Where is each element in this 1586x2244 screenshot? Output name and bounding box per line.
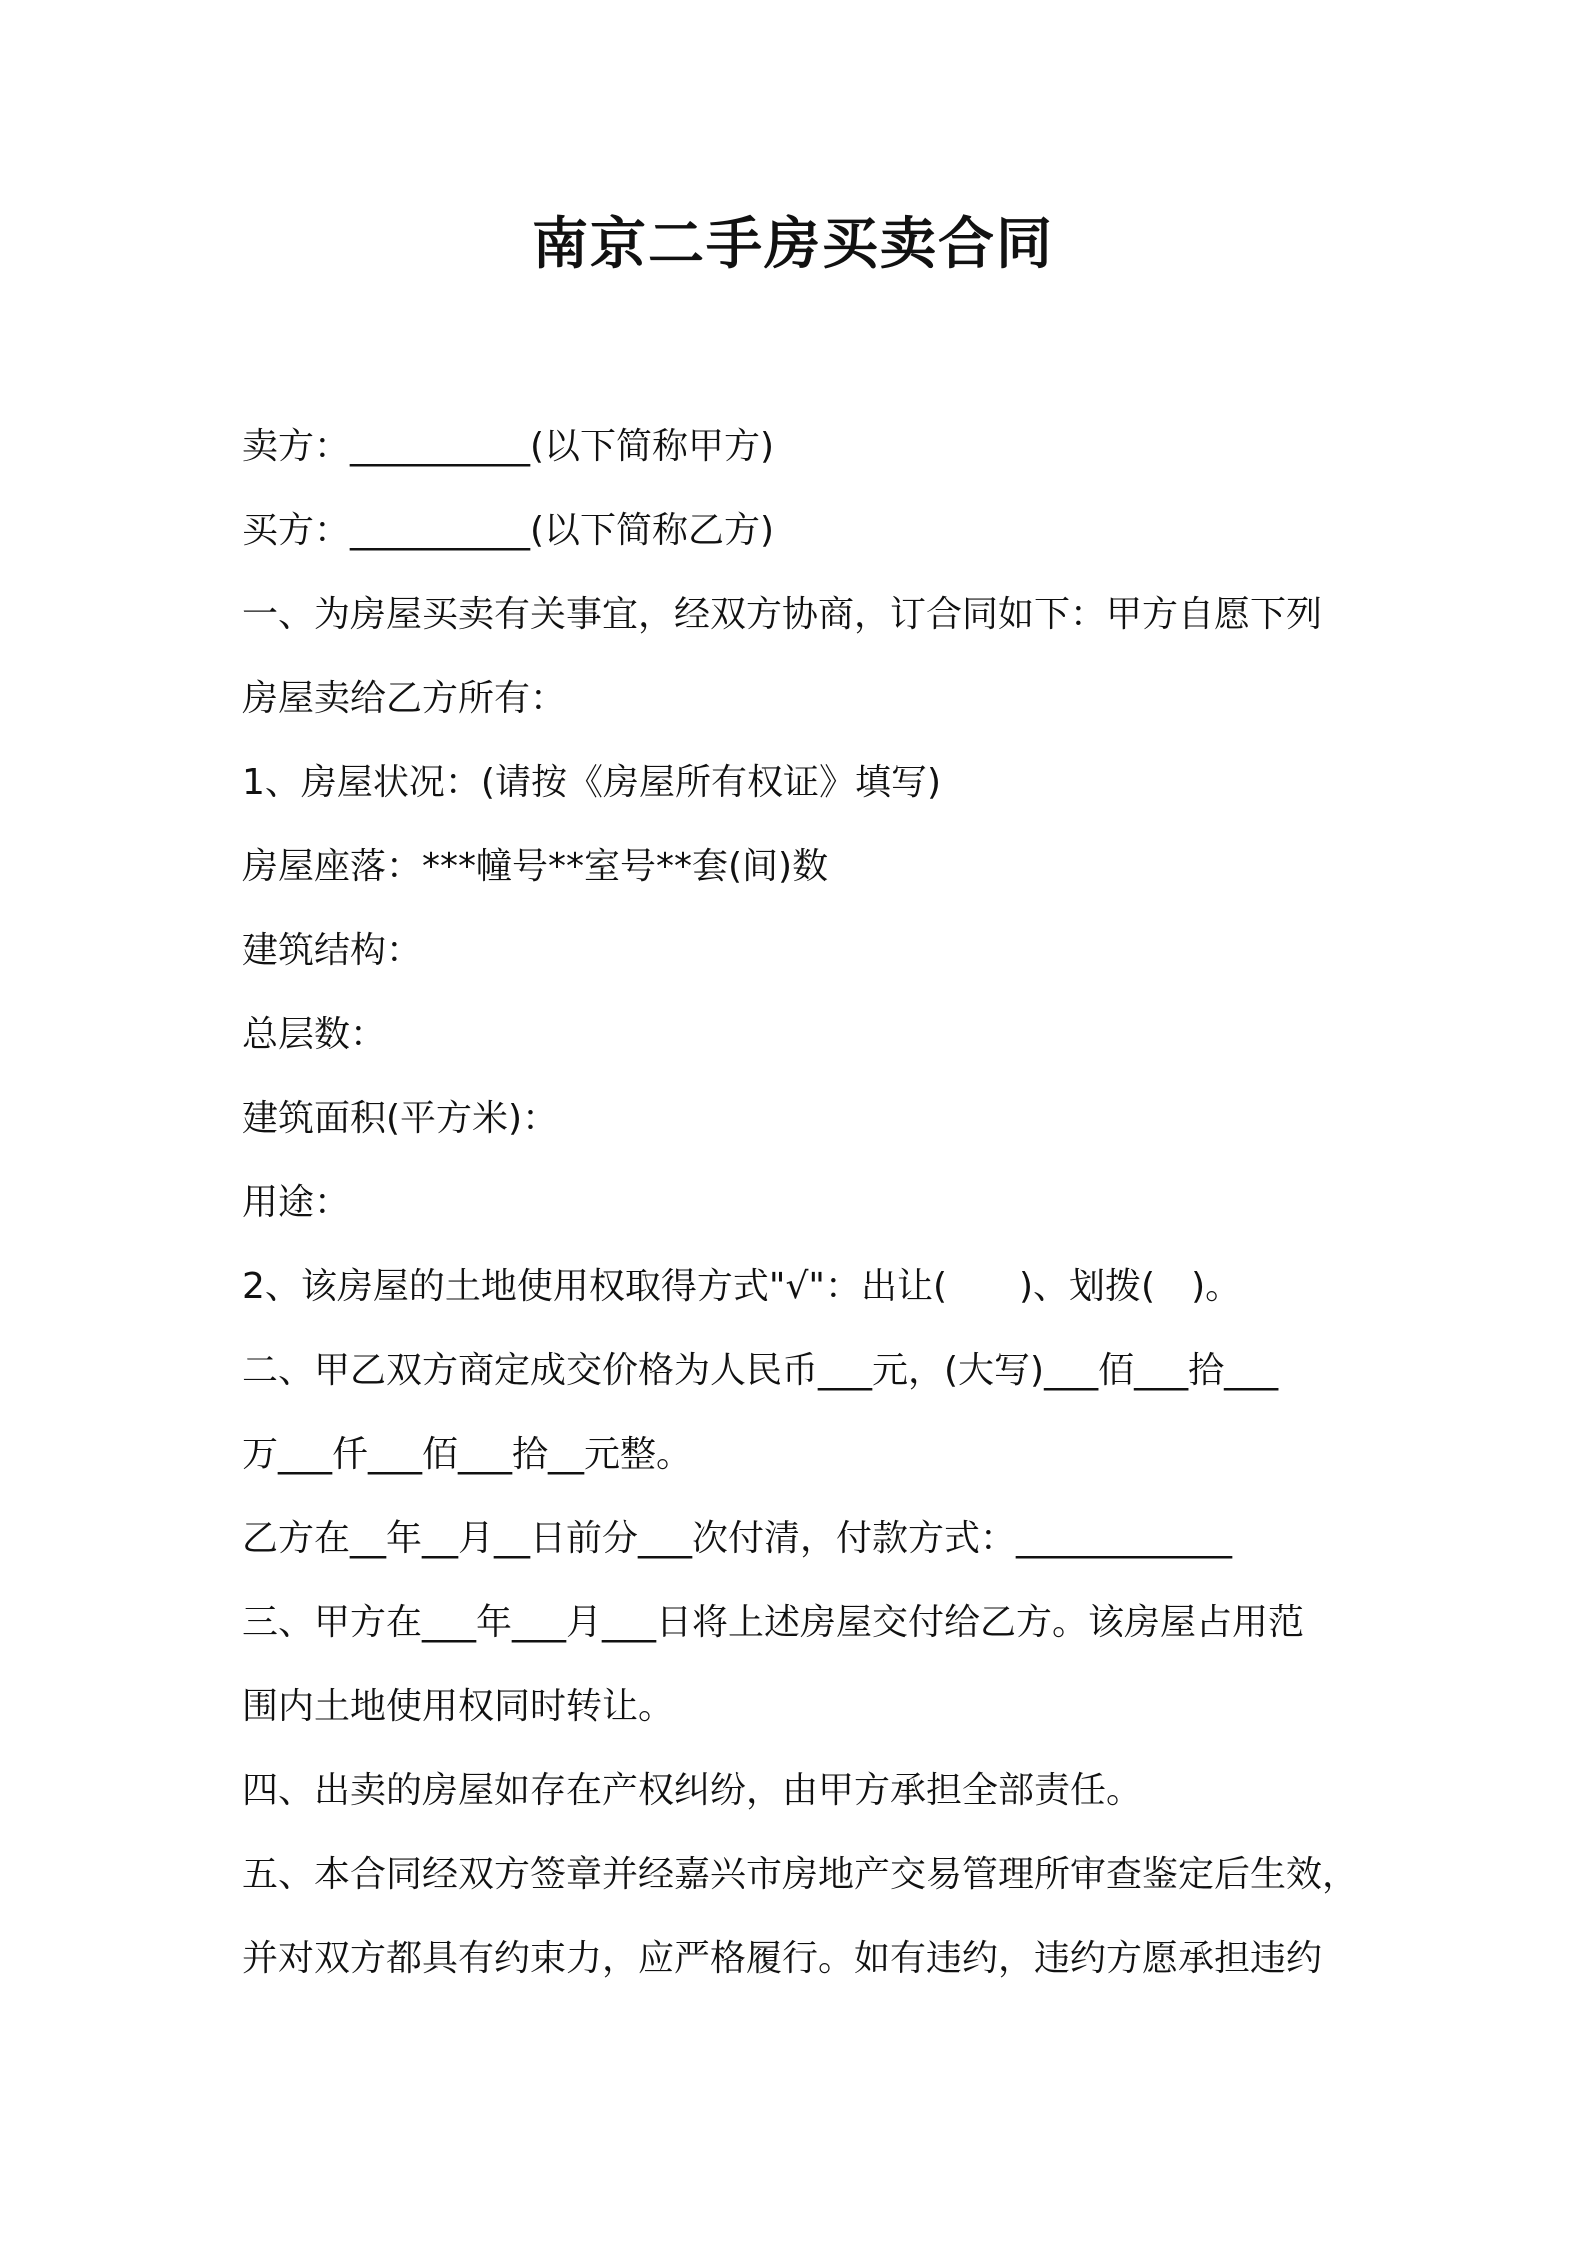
- clause-1-intro: 一、为房屋买卖有关事宜，经双方协商，订合同如下：甲方自愿下列: [242, 594, 1323, 635]
- document-title: 南京二手房买卖合同: [532, 212, 1054, 277]
- clause-2-price: 二、甲乙双方商定成交价格为人民币___元，(大写)___佰___拾___: [242, 1350, 1279, 1391]
- house-location-line: 房屋座落：***幢号**室号**套(间)数: [242, 846, 829, 887]
- total-floors-line: 总层数：: [242, 1014, 387, 1055]
- clause-3-delivery: 三、甲方在___年___月___日将上述房屋交付给乙方。该房屋占用范: [242, 1602, 1305, 1643]
- clause-1-intro-cont: 房屋卖给乙方所有：: [242, 678, 567, 719]
- clause-2-price-cont: 万___仟___佰___拾__元整。: [242, 1434, 693, 1475]
- clause-5-effect: 五、本合同经双方签章并经嘉兴市房地产交易管理所审查鉴定后生效，: [242, 1854, 1359, 1895]
- building-structure-line: 建筑结构：: [242, 930, 423, 971]
- usage-line: 用途：: [242, 1182, 351, 1223]
- payment-line: 乙方在__年__月__日前分___次付清，付款方式：____________: [242, 1518, 1233, 1559]
- contract-body: [242, 405, 1362, 2001]
- clause-4-dispute: 四、出卖的房屋如存在产权纠纷，由甲方承担全部责任。: [242, 1770, 1143, 1811]
- land-use-right-line: 2、该房屋的土地使用权取得方式"√"：出让( )、划拨( )。: [242, 1266, 1242, 1307]
- clause-5-effect-cont: 并对双方都具有约束力，应严格履行。如有违约，违约方愿承担违约: [242, 1938, 1323, 1979]
- clause-3-delivery-cont: 围内土地使用权同时转让。: [242, 1686, 675, 1727]
- seller-line: 卖方：__________(以下简称甲方): [242, 426, 775, 467]
- building-area-line: 建筑面积(平方米)：: [242, 1098, 559, 1139]
- house-status-line: 1、房屋状况：(请按《房屋所有权证》填写): [242, 762, 941, 803]
- buyer-line: 买方：__________(以下简称乙方): [242, 510, 775, 551]
